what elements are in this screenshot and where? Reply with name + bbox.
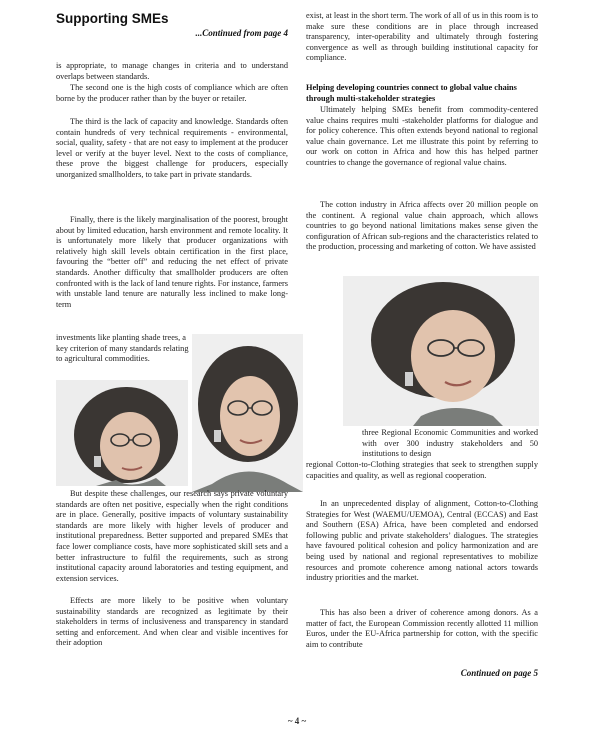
right-paragraph-3-wrapped: three Regional Economic Communities and worked with over 300 industry stakeholders and 50 institutions to design	[362, 428, 538, 459]
portrait-image	[192, 334, 303, 492]
right-paragraph-2: Ultimately helping SMEs benefit from commodity-centered value chains requires multi -stakeholder platforms for dialogue and for policy coherence. This often extends beyond national to regional value chain governance. Let me illustrate this point by referring to our work on cotton in Africa and how this has helped partner countries to change the governance of regional value chains.	[306, 105, 538, 167]
continued-on-label: Continued on page 5	[460, 668, 538, 678]
portrait-image	[343, 276, 539, 426]
right-paragraph-4: In an unprecedented display of alignment, Cotton-to-Clothing Strategies for West (WAEMU/UEMOA), Central (ECCAS) and East and Southern (ESA) Africa, have been completed and endorsed following public and private stakeholders’ dialogues. The strategies have favoured political cohesion and policy harmonization and are being used by national and regional representatives to mobilize resources and promote coherence among national actors towards industry priorities and the market.	[306, 499, 538, 583]
left-paragraph-2: The second one is the high costs of compliance which are often borne by the producer rather than by the buyer or retailer.	[56, 83, 288, 103]
portrait-photo-3	[343, 276, 539, 426]
page-number: ~ 4 ~	[287, 716, 307, 726]
left-paragraph-4: Finally, there is the likely marginalisation of the poorest, brought about by limited education, harsh environment and remote locality. It is unfortunately more likely that producer organizations with relatively high skill levels obtain certification in the first place, favouring the “better off” and reducing the net effect of private standards. Another difficulty that smallholder producers are often confronted with is the lack of land tenure rights. For instance, farmers with unstable land tenure are naturally less inclined to make long-term	[56, 215, 288, 309]
section-heading: Helping developing countries connect to global value chains through multi-stakeholder strategies	[306, 83, 517, 103]
right-paragraph-1: exist, at least in the short term. The work of all of us in this room is to make sure these conditions are in place through increased transparency, inter-operability and ultimately through fostering convergence as well as through building institutional capacity for compliance.	[306, 11, 538, 63]
right-paragraph-5: This has also been a driver of coherence among donors. As a matter of fact, the European Commission recently allotted 11 million Euros, under the EU-Africa partnership for cotton, with the specific aim to contribute	[306, 608, 538, 649]
right-paragraph-3: The cotton industry in Africa affects over 20 million people on the continent. A regional value chain approach, which allows countries to go beyond national limitations makes sense given the configuration of African sub-regions and the characteristics related to the production, processing and marketing of cotton. We have assisted	[306, 200, 538, 252]
left-paragraph-6: Effects are more likely to be positive when voluntary sustainability standards are recognized as legitimate by their stakeholders in terms of inclusiveness and transparency in standard setting and enforcement. And when clear and visible incentives for their adoption	[56, 596, 288, 648]
section-title: Supporting SMEs	[56, 11, 169, 26]
continued-from-label: ...Continued from page 4	[195, 28, 288, 38]
portrait-image	[56, 380, 188, 486]
portrait-photo-1	[56, 380, 188, 486]
left-paragraph-4-continued: investments like planting shade trees, a key criterion of many standards relating to agricultural commodities.	[56, 333, 189, 364]
left-paragraph-5: But despite these challenges, our research says private voluntary standards are often net positive, especially when the right conditions are in place. Generally, positive impacts of voluntary sustainability standards are more likely with higher levels of producer and institutional preparedness. Better supported and prepared SMEs that face lower compliance costs, have more sophisticated skill sets and a better infrastructure to fulfil the requirements, such as strong institutional capacity around laboratories and testing equipment, and extension services.	[56, 489, 288, 583]
left-paragraph-1: is appropriate, to manage changes in criteria and to understand overlaps between standards.	[56, 61, 288, 81]
portrait-photo-2	[192, 334, 303, 492]
left-paragraph-3: The third is the lack of capacity and knowledge. Standards often contain hundreds of very technical requirements - environmental, social, quality, safety - that are not easy to implement at the producer level or verify at the buyer level. Next to the costs of compliance, these prove the biggest challenge for producers, especially unorganized smallholders, to take part in private standards.	[56, 117, 288, 179]
right-paragraph-3-continued: regional Cotton-to-Clothing strategies that seek to strengthen supply capacities and quality, as well as regional cooperation.	[306, 460, 538, 480]
